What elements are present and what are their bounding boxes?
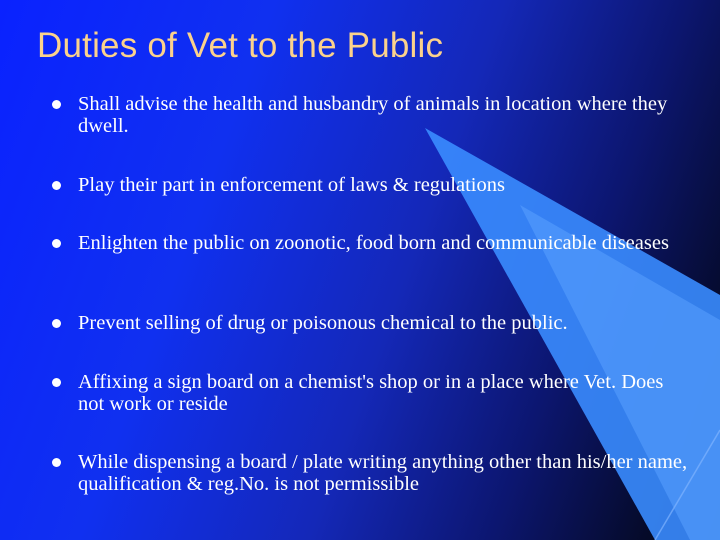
slide-title: Duties of Vet to the Public: [37, 26, 444, 65]
bullet-dot-icon: [52, 239, 61, 248]
bullet-text: Shall advise the health and husbandry of animals in location where they dwell.: [78, 93, 668, 137]
bullet-item: [52, 312, 692, 334]
bullet-dot-icon: [52, 181, 61, 190]
bullet-text: Enlighten the public on zoonotic, food born and communicable diseases: [78, 232, 669, 254]
bullet-item: [52, 93, 692, 137]
bullet-text: Play their part in enforcement of laws & regulations: [78, 174, 505, 196]
bullet-item: [52, 451, 692, 495]
bullet-dot-icon: [52, 378, 61, 387]
bullet-text: Prevent selling of drug or poisonous chemical to the public.: [78, 312, 568, 334]
bullet-text: While dispensing a board / plate writing anything other than his/her name, qualification & reg.No. is not permissible: [78, 451, 688, 495]
bullet-item: [52, 371, 692, 415]
bullet-text: Affixing a sign board on a chemist's shop or in a place where Vet. Does not work or reside: [78, 371, 664, 415]
bullet-dot-icon: [52, 100, 61, 109]
bullet-dot-icon: [52, 458, 61, 467]
bullet-dot-icon: [52, 319, 61, 328]
bullet-item: [52, 174, 692, 196]
bullet-item: [52, 232, 692, 254]
